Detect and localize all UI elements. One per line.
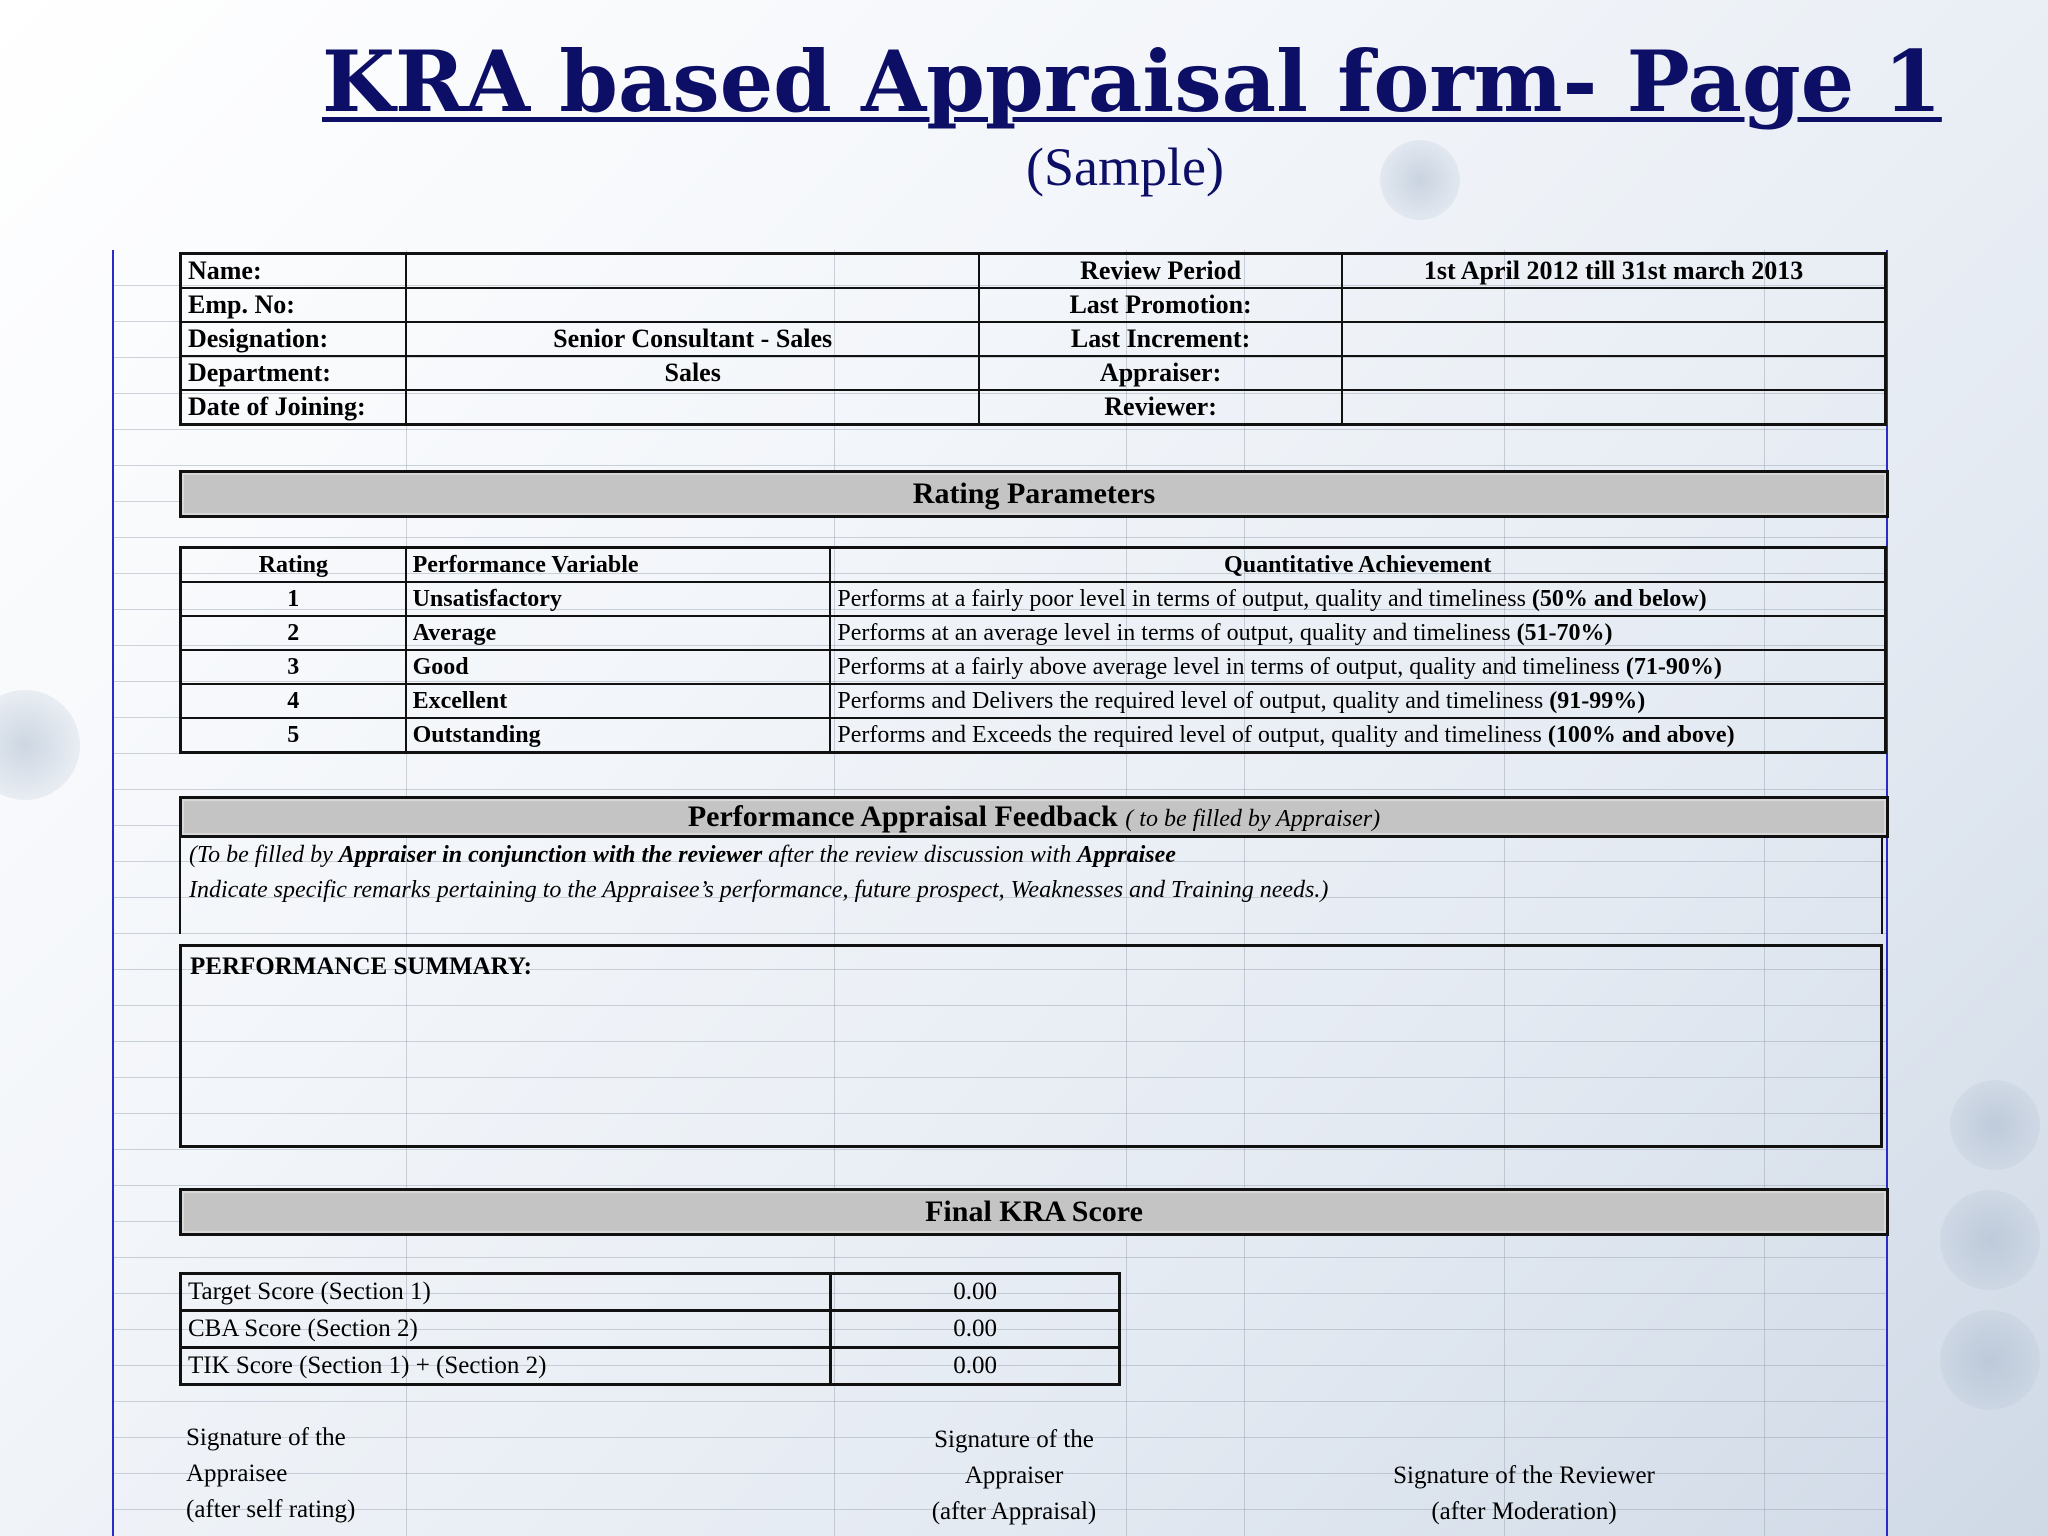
final-kra-heading bbox=[179, 1188, 1889, 1236]
background-circle bbox=[1940, 1190, 2040, 1290]
column-header-performance-variable: Performance Variable bbox=[406, 548, 831, 583]
field-value-last-promotion[interactable] bbox=[1342, 288, 1885, 322]
table-row bbox=[181, 616, 1886, 650]
score-label: TIK Score (Section 1) + (Section 2) bbox=[181, 1348, 831, 1385]
column-header-rating: Rating bbox=[181, 548, 406, 583]
performance-variable: Unsatisfactory bbox=[406, 582, 831, 616]
performance-variable: Good bbox=[406, 650, 831, 684]
feedback-instructions bbox=[179, 838, 1883, 934]
field-value-name[interactable] bbox=[406, 254, 979, 289]
table-row bbox=[181, 1348, 1120, 1385]
rating-value: 1 bbox=[181, 582, 406, 616]
table-row bbox=[181, 718, 1886, 753]
field-value-designation[interactable]: Senior Consultant - Sales bbox=[406, 322, 979, 356]
signature-reviewer: Signature of the Reviewer (after Moderation) bbox=[1393, 1462, 1655, 1525]
field-value-date-of-joining[interactable] bbox=[406, 390, 979, 425]
signature-appraiser: Signature of the Appraiser (after Appraisal) bbox=[931, 1426, 1097, 1525]
field-label-appraiser: Appraiser: bbox=[979, 356, 1342, 390]
rating-value: 3 bbox=[181, 650, 406, 684]
final-kra-title: Final KRA Score bbox=[925, 1195, 1143, 1228]
field-label-last-increment: Last Increment: bbox=[979, 322, 1342, 356]
field-label-reviewer: Reviewer: bbox=[979, 390, 1342, 425]
performance-summary-box[interactable] bbox=[179, 944, 1883, 1148]
achievement-description: Performs at a fairly above average level in terms of output, quality and timeliness (71-90%) bbox=[830, 650, 1885, 684]
rating-parameters-heading bbox=[179, 470, 1889, 518]
field-label-name: Name: bbox=[181, 254, 407, 289]
employee-info-table bbox=[179, 252, 1887, 426]
field-label-designation: Designation: bbox=[181, 322, 407, 356]
score-value: 0.00 bbox=[831, 1348, 1120, 1385]
background-circle bbox=[0, 690, 80, 800]
field-value-department[interactable]: Sales bbox=[406, 356, 979, 390]
field-value-last-increment[interactable] bbox=[1342, 322, 1885, 356]
field-label-department: Department: bbox=[181, 356, 407, 390]
field-label-emp-no: Emp. No: bbox=[181, 288, 407, 322]
achievement-description: Performs at a fairly poor level in terms of output, quality and timeliness (50% and below) bbox=[830, 582, 1885, 616]
table-row bbox=[181, 1274, 1120, 1311]
background-circle bbox=[1940, 1310, 2040, 1410]
table-row bbox=[181, 356, 1886, 390]
final-score-table bbox=[179, 1272, 1121, 1386]
performance-summary-label: PERFORMANCE SUMMARY: bbox=[190, 953, 532, 980]
table-row bbox=[181, 650, 1886, 684]
page-title: KRA based Appraisal form- Page 1 bbox=[322, 32, 1942, 131]
table-row bbox=[181, 582, 1886, 616]
rating-value: 2 bbox=[181, 616, 406, 650]
field-label-last-promotion: Last Promotion: bbox=[979, 288, 1342, 322]
rating-value: 4 bbox=[181, 684, 406, 718]
field-value-emp-no[interactable] bbox=[406, 288, 979, 322]
field-label-review-period: Review Period bbox=[979, 254, 1342, 289]
column-header-quantitative-achievement: Quantitative Achievement bbox=[830, 548, 1885, 583]
performance-variable: Outstanding bbox=[406, 718, 831, 753]
score-label: Target Score (Section 1) bbox=[181, 1274, 831, 1311]
field-value-appraiser[interactable] bbox=[1342, 356, 1885, 390]
achievement-description: Performs at an average level in terms of output, quality and timeliness (51-70%) bbox=[830, 616, 1885, 650]
feedback-note: ( to be filled by Appraiser) bbox=[1125, 806, 1381, 832]
page-subtitle: (Sample) bbox=[1026, 137, 1224, 197]
signature-appraisee: Signature of the Appraisee (after self rating) bbox=[186, 1424, 356, 1523]
background-circle bbox=[1950, 1080, 2040, 1170]
score-value: 0.00 bbox=[831, 1274, 1120, 1311]
table-row bbox=[181, 1311, 1120, 1348]
instruction-line-1: (To be filled by Appraiser in conjunction with the reviewer after the review discussion with Appraisee bbox=[189, 842, 1176, 868]
score-label: CBA Score (Section 2) bbox=[181, 1311, 831, 1348]
spreadsheet-sheet bbox=[112, 250, 1888, 1536]
table-row bbox=[181, 684, 1886, 718]
field-label-date-of-joining: Date of Joining: bbox=[181, 390, 407, 425]
table-row bbox=[181, 288, 1886, 322]
performance-variable: Average bbox=[406, 616, 831, 650]
achievement-description: Performs and Exceeds the required level of output, quality and timeliness (100% and above) bbox=[830, 718, 1885, 753]
score-value: 0.00 bbox=[831, 1311, 1120, 1348]
rating-value: 5 bbox=[181, 718, 406, 753]
rating-parameters-table bbox=[179, 546, 1887, 754]
field-value-reviewer[interactable] bbox=[1342, 390, 1885, 425]
rating-parameters-title: Rating Parameters bbox=[912, 477, 1156, 510]
table-header-row bbox=[181, 548, 1886, 583]
feedback-title: Performance Appraisal Feedback bbox=[687, 800, 1118, 833]
table-row bbox=[181, 390, 1886, 425]
performance-variable: Excellent bbox=[406, 684, 831, 718]
instruction-line-2: Indicate specific remarks pertaining to the Appraisee’s performance, future prospect, Weaknesses and Training needs.) bbox=[189, 877, 1329, 903]
achievement-description: Performs and Delivers the required level of output, quality and timeliness (91-99%) bbox=[830, 684, 1885, 718]
field-value-review-period[interactable]: 1st April 2012 till 31st march 2013 bbox=[1342, 254, 1885, 289]
table-row bbox=[181, 254, 1886, 289]
table-row bbox=[181, 322, 1886, 356]
feedback-heading bbox=[179, 796, 1889, 838]
background-circle bbox=[1380, 140, 1460, 220]
